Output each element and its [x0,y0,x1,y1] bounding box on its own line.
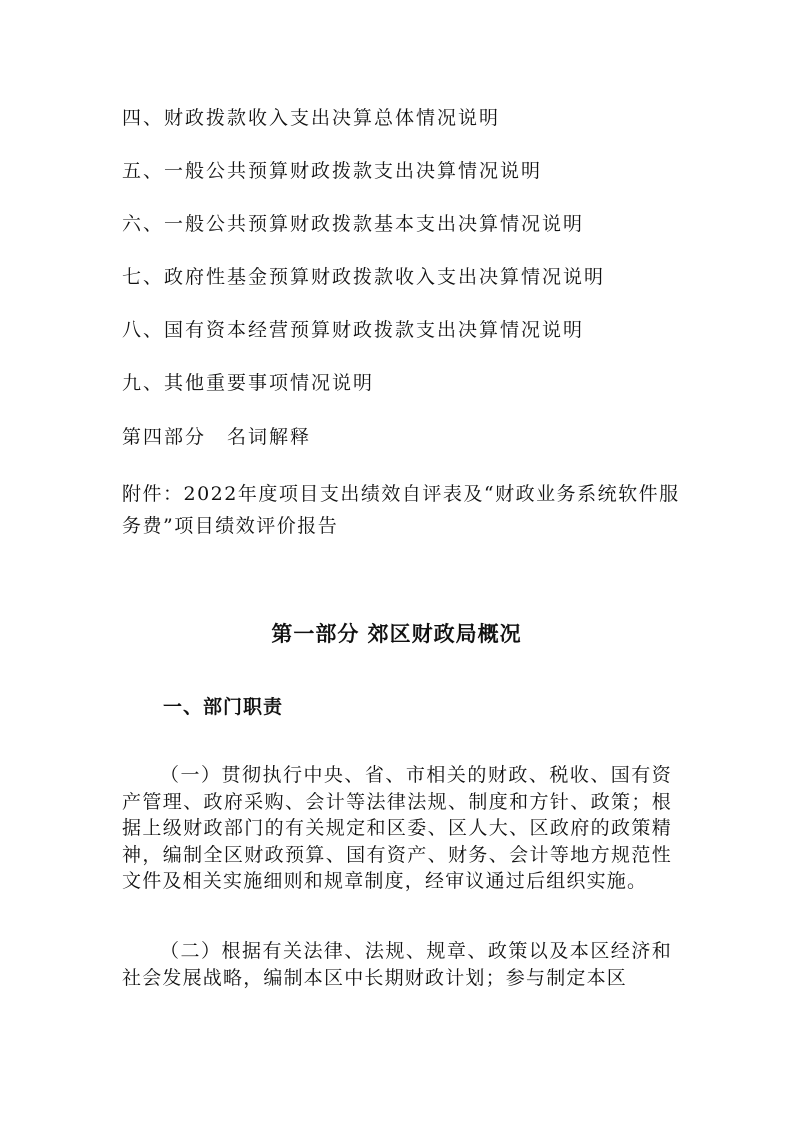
toc-attachment: 附件：2022年度项目支出绩效自评表及“财政业务系统软件服务费”项目绩效评价报告 [122,483,680,537]
toc-item-4: 四、财政拨款收入支出决算总体情况说明 [122,107,501,129]
toc-item-9: 九、其他重要事项情况说明 [122,372,375,394]
paragraph-2: （二）根据有关法律、法规、规章、政策以及本区经济和社会发展战略，编制本区中长期财政计划；参与制定本区 [122,940,672,989]
part-title: 第一部分 郊区财政局概况 [271,622,522,646]
toc-part-four: 第四部分 名词解释 [122,426,312,448]
toc-item-5: 五、一般公共预算财政拨款支出决算情况说明 [122,160,543,182]
toc-item-6: 六、一般公共预算财政拨款基本支出决算情况说明 [122,213,585,235]
toc-item-8: 八、国有资本经营预算财政拨款支出决算情况说明 [122,319,585,341]
toc-item-7: 七、政府性基金预算财政拨款收入支出决算情况说明 [122,266,606,288]
section-title: 一、部门职责 [163,696,284,718]
paragraph-1: （一）贯彻执行中央、省、市相关的财政、税收、国有资产管理、政府采购、会计等法律法规、制度和方针、政策；根据上级财政部门的有关规定和区委、区人大、区政府的政策精神，编制全区财政预算、国有资产、财务、会计等地方规范性文件及相关实施细则和规章制度，经审议通过后组织实施。 [122,764,672,892]
